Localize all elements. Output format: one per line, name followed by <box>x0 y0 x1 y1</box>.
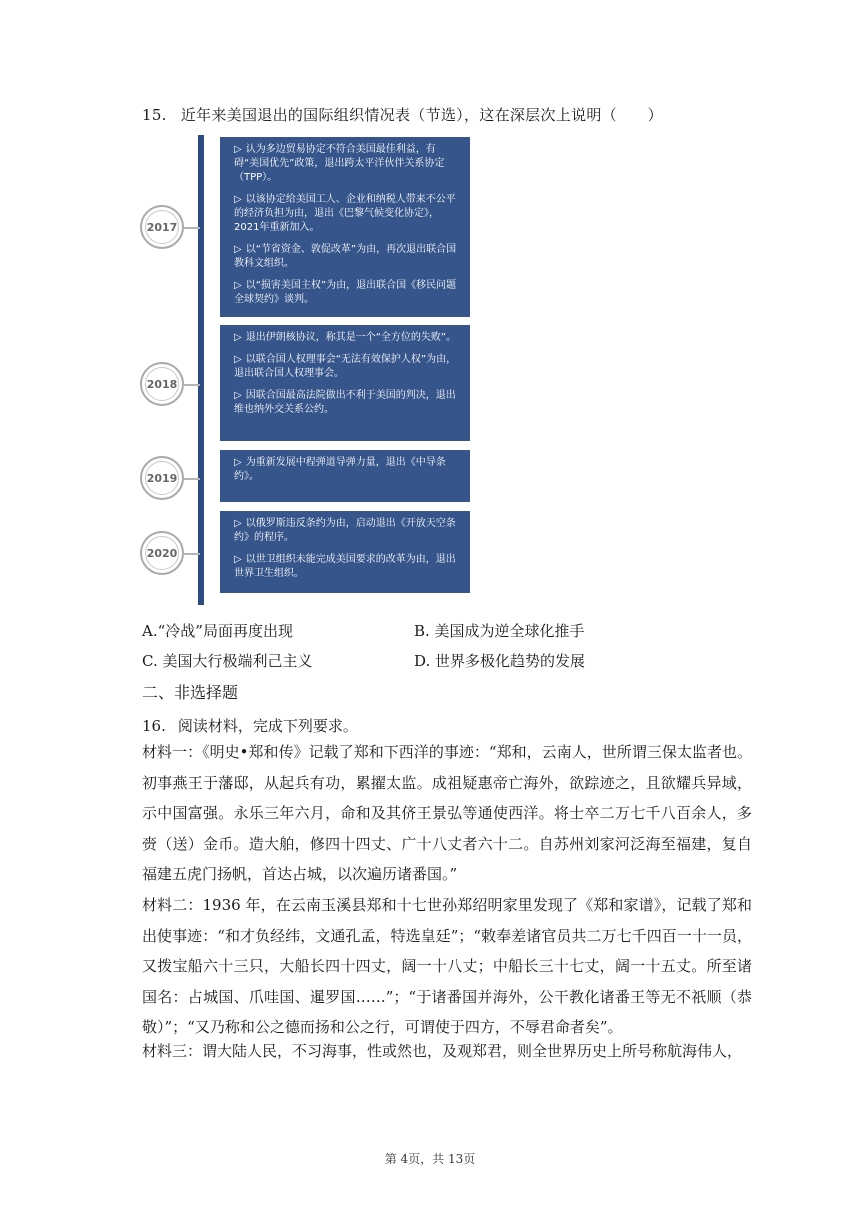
material-one: 材料一：《明史•郑和传》记载了郑和下西洋的事迹：“郑和，云南人，世所谓三保太监者也。初事燕王于藩邸，从起兵有功，累擢太监。成祖疑惠帝亡海外，欲踪迹之，且欲耀兵异域，示中国富强。永乐三年六月，命和及其侪王景弘等通使西洋。将士卒二万七千八百余人，多赍（送）金币。造大舶，修四十四丈、广十八丈者六十二。自苏州刘家河泛海至福建，复自福建五虎门扬帆，首达占城，以次遍历诸番国。” <box>142 743 752 883</box>
withdrawal-timeline-figure <box>136 135 476 605</box>
option-a[interactable]: A.“冷战”局面再度出现 <box>142 622 293 640</box>
question-number: 16. <box>142 717 166 735</box>
year-label: 2018 <box>146 377 178 391</box>
material-two: 材料二：1936 年，在云南玉溪县郑和十七世孙郑绍明家里发现了《郑和家谱》，记载了郑和出使事迹：“和才负经纬，文通孔孟，特选皇廷”；“敕奉差诸官员共二万七千四百一十一员，又拨宝船六十三只，大船长四十四丈，阔一十八丈；中船长三十七丈，阔一十五丈。所至诸国名：占城国、爪哇国、暹罗国……”；“于诸番国并海外，公干教化诸番王等无不祇顺（恭敬）”；“又乃称和公之德而扬和公之行，可谓使于四方，不辱君命者矣”。 <box>142 896 752 1036</box>
list-item: ▷ 认为多边贸易协定不符合美国最佳利益，有碍“美国优先”政策，退出跨太平洋伙伴关系协定（TPP）。 <box>234 144 445 183</box>
option-c[interactable]: C. 美国大行极端利己主义 <box>142 652 313 670</box>
year-box-2017 <box>220 137 470 317</box>
year-node-2020 <box>140 531 184 575</box>
option-b[interactable]: B. 美国成为逆全球化推手 <box>414 622 585 640</box>
list-item: ▷ 以俄罗斯违反条约为由，启动退出《开放天空条约》的程序。 <box>234 518 456 543</box>
section-title: 二、非选择题 <box>142 683 239 702</box>
year-node-2017 <box>140 205 184 249</box>
year-box-2019 <box>220 450 470 502</box>
year-label: 2019 <box>146 471 178 485</box>
question-15-stem <box>142 104 663 125</box>
material-three: 材料三：谓大陆人民，不习海事，性或然也，及观郑君，则全世界历史上所号称航海伟人， <box>142 1042 743 1060</box>
year-box-2018 <box>220 325 470 441</box>
question-number: 15. <box>142 106 167 124</box>
list-item: ▷ 以“节省资金、敦促改革”为由，再次退出联合国教科文组织。 <box>234 244 457 269</box>
year-node-2019 <box>140 456 184 500</box>
year-label: 2017 <box>146 220 178 234</box>
page-footer: 第 4页，共 13页 <box>384 1152 476 1166</box>
list-item: ▷ 以“损害美国主权”为由，退出联合国《移民问题全球契约》谈判。 <box>234 280 457 305</box>
connector <box>184 384 200 386</box>
question-text: 阅读材料，完成下列要求。 <box>177 717 358 735</box>
option-d[interactable]: D. 世界多极化趋势的发展 <box>414 652 586 670</box>
list-item: ▷ 以世卫组织未能完成美国要求的改革为由，退出世界卫生组织。 <box>234 554 456 579</box>
question-16-stem <box>142 715 358 736</box>
list-item: ▷ 退出伊朗核协议，称其是一个“全方位的失败”。 <box>234 332 457 343</box>
list-item: ▷ 为重新发展中程弹道导弹力量，退出《中导条约》。 <box>234 457 446 482</box>
list-item: ▷ 以该协定给美国工人、企业和纳税人带来不公平的经济负担为由，退出《巴黎气候变化协定》，2021年重新加入。 <box>234 194 456 233</box>
list-item: ▷ 以联合国人权理事会“无法有效保护人权”为由，退出联合国人权理事会。 <box>234 354 457 379</box>
connector <box>184 227 200 229</box>
connector <box>184 553 200 555</box>
connector <box>184 478 200 480</box>
question-text: 近年来美国退出的国际组织情况表（节选），这在深层次上说明（ ） <box>180 106 663 124</box>
list-item: ▷ 因联合国最高法院做出不利于美国的判决，退出维也纳外交关系公约。 <box>234 390 456 415</box>
year-box-2020 <box>220 511 470 593</box>
timeline-axis <box>198 135 204 605</box>
year-label: 2020 <box>146 546 178 560</box>
year-node-2018 <box>140 362 184 406</box>
